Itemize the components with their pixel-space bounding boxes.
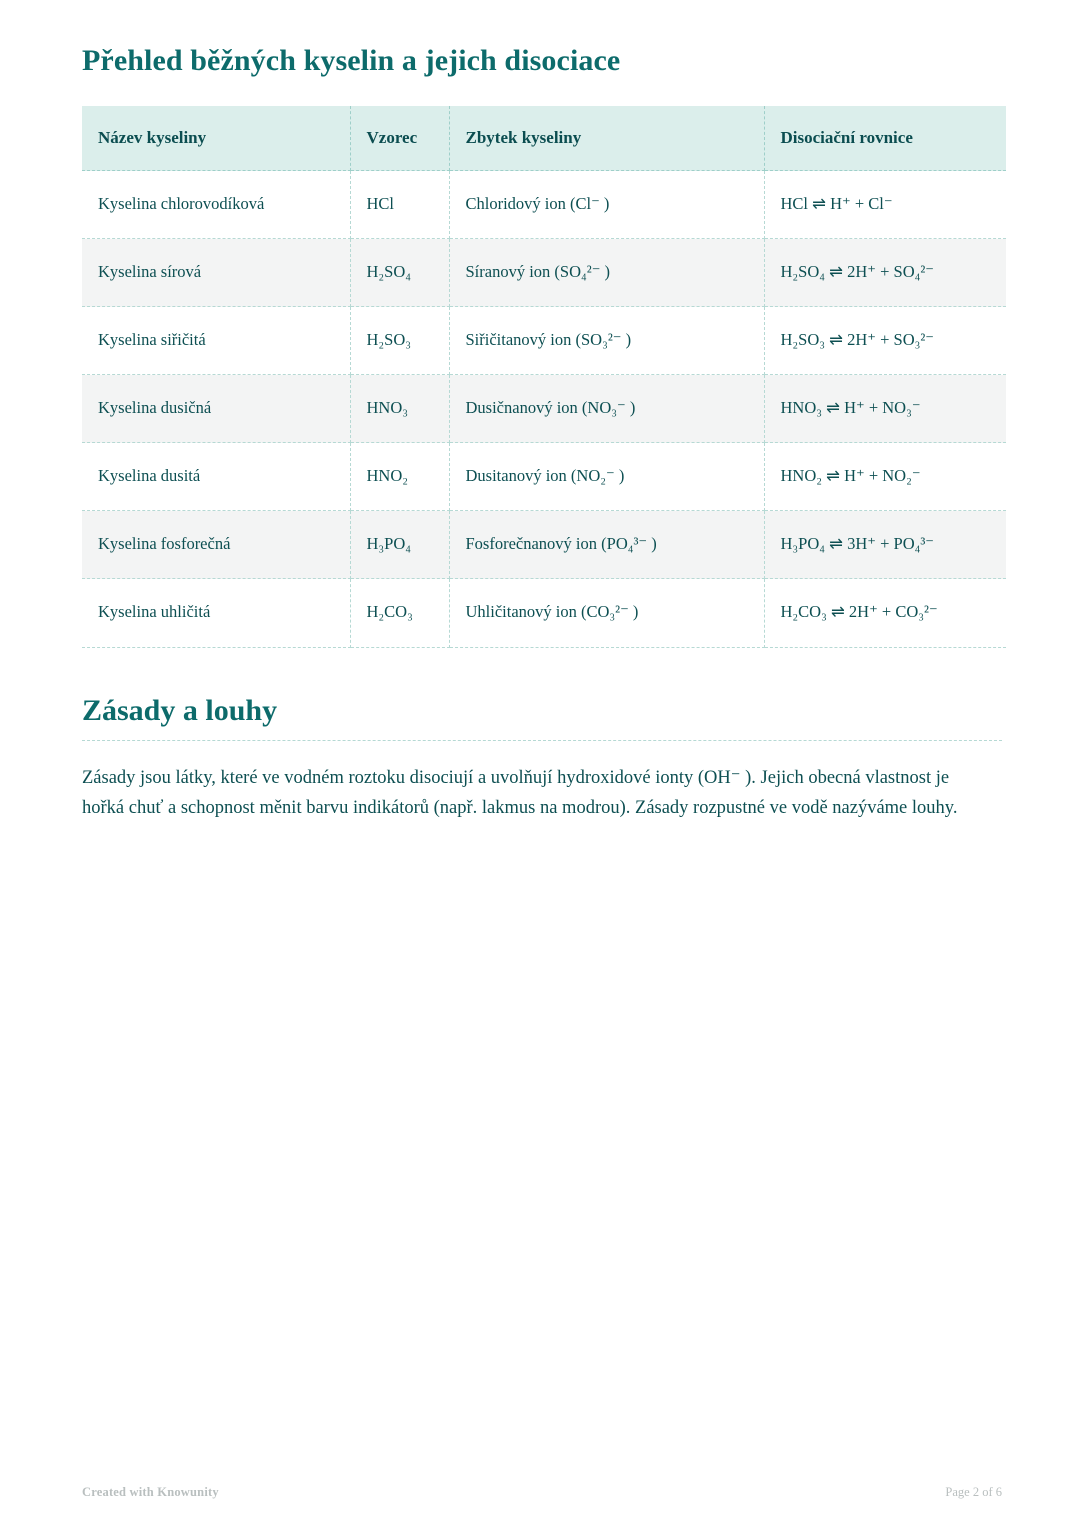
footer-brand: Created with Knowunity xyxy=(82,1484,219,1499)
cell-acid-residue: Fosforečnanový ion (PO₄³⁻ ) xyxy=(449,511,764,579)
cell-acid-name: Kyselina fosforečná xyxy=(82,511,350,579)
section-paragraph: Zásady jsou látky, které ve vodném roztoku disociují a uvolňují hydroxidové ionty (OH⁻ ). Jejich obecná vlastnost je hořká chuť a schopnost měnit barvu indikátorů (např. lakmus na modrou). Zásady rozpustné ve vodě nazýváme louhy. xyxy=(82,767,958,819)
table-row xyxy=(82,511,1006,579)
section-heading: Zásady a louhy xyxy=(82,694,1002,741)
table-row xyxy=(82,171,1006,239)
column-header-formula: Vzorec xyxy=(350,106,449,171)
table-row xyxy=(82,239,1006,307)
cell-acid-equation: HCl ⇌ H⁺ + Cl⁻ xyxy=(764,171,1006,239)
cell-acid-residue: Siřičitanový ion (SO₃²⁻ ) xyxy=(449,307,764,375)
column-header-residue: Zbytek kyseliny xyxy=(449,106,764,171)
cell-acid-equation: H₂SO₄ ⇌ 2H⁺ + SO₄²⁻ xyxy=(764,239,1006,307)
cell-acid-residue: Dusičnanový ion (NO₃⁻ ) xyxy=(449,375,764,443)
cell-acid-formula: HCl xyxy=(350,171,449,239)
cell-acid-equation: H₃PO₄ ⇌ 3H⁺ + PO₄³⁻ xyxy=(764,511,1006,579)
cell-acid-residue: Síranový ion (SO₄²⁻ ) xyxy=(449,239,764,307)
cell-acid-name: Kyselina siřičitá xyxy=(82,307,350,375)
cell-acid-name: Kyselina uhličitá xyxy=(82,579,350,647)
column-header-equation: Disociační rovnice xyxy=(764,106,1006,171)
table-body xyxy=(82,171,1006,648)
cell-acid-residue: Dusitanový ion (NO₂⁻ ) xyxy=(449,443,764,511)
cell-acid-name: Kyselina dusičná xyxy=(82,375,350,443)
cell-acid-formula: HNO₃ xyxy=(350,375,449,443)
cell-acid-equation: HNO₂ ⇌ H⁺ + NO₂⁻ xyxy=(764,443,1006,511)
table-row xyxy=(82,443,1006,511)
table-row xyxy=(82,579,1006,647)
cell-acid-equation: HNO₃ ⇌ H⁺ + NO₃⁻ xyxy=(764,375,1006,443)
cell-acid-formula: H₂SO₄ xyxy=(350,239,449,307)
column-header-name: Název kyseliny xyxy=(82,106,350,171)
cell-acid-formula: H₃PO₄ xyxy=(350,511,449,579)
cell-acid-name: Kyselina dusitá xyxy=(82,443,350,511)
cell-acid-residue: Chloridový ion (Cl⁻ ) xyxy=(449,171,764,239)
page-footer xyxy=(0,1457,1080,1527)
footer-page-number: Page 2 of 6 xyxy=(945,1484,1002,1499)
cell-acid-formula: H₂SO₃ xyxy=(350,307,449,375)
table-header-row xyxy=(82,106,1006,171)
cell-acid-formula: H₂CO₃ xyxy=(350,579,449,647)
cell-acid-equation: H₂SO₃ ⇌ 2H⁺ + SO₃²⁻ xyxy=(764,307,1006,375)
page-title: Přehled běžných kyselin a jejich disociace xyxy=(82,44,621,77)
table-row xyxy=(82,375,1006,443)
cell-acid-equation: H₂CO₃ ⇌ 2H⁺ + CO₃²⁻ xyxy=(764,579,1006,647)
cell-acid-residue: Uhličitanový ion (CO₃²⁻ ) xyxy=(449,579,764,647)
table-header xyxy=(82,106,1006,171)
cell-acid-name: Kyselina chlorovodíková xyxy=(82,171,350,239)
cell-acid-formula: HNO₂ xyxy=(350,443,449,511)
cell-acid-name: Kyselina sírová xyxy=(82,239,350,307)
table-row xyxy=(82,307,1006,375)
acids-table xyxy=(82,106,1006,648)
